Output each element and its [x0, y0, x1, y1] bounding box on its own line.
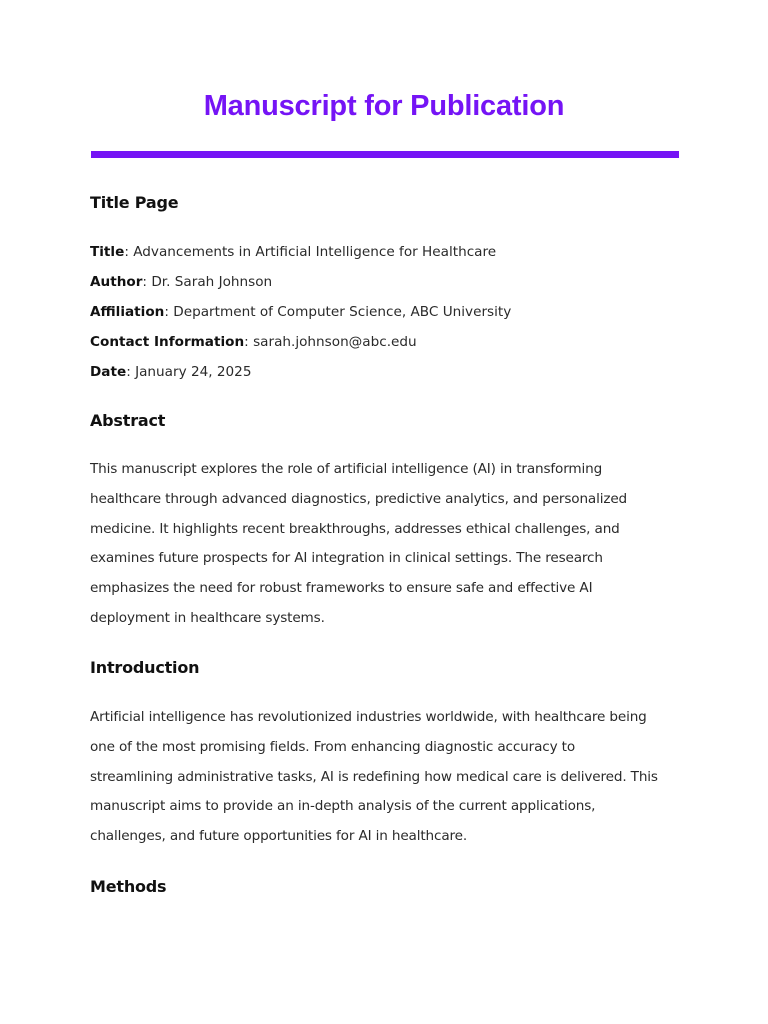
- text-line: one of the most promising fields. From enhancing diagnostic accuracy to: [90, 738, 575, 755]
- field-author: [90, 267, 690, 297]
- title-divider: [91, 151, 679, 158]
- abstract-heading: Abstract: [90, 411, 166, 430]
- text-line: streamlining administrative tasks, AI is redefining how medical care is delivered. This: [90, 768, 658, 785]
- text-line: This manuscript explores the role of artificial intelligence (AI) in transforming: [90, 461, 603, 477]
- document-title: Manuscript for Publication: [203, 90, 565, 122]
- field-value: : Department of Computer Science, ABC University: [164, 304, 512, 320]
- text-line: deployment in healthcare systems.: [90, 609, 325, 626]
- field-affiliation: [90, 297, 690, 327]
- introduction-heading: Introduction: [90, 658, 200, 677]
- field-value: : January 24, 2025: [126, 364, 252, 380]
- text-line: manuscript aims to provide an in-depth analysis of the current applications,: [90, 798, 596, 815]
- field-value: : Advancements in Artificial Intelligence for Healthcare: [124, 244, 497, 260]
- field-label: Date: [90, 364, 127, 380]
- field-date: [90, 357, 690, 387]
- text-line: emphasizes the need for robust frameworks to ensure safe and effective AI: [90, 580, 593, 597]
- field-label: Contact Information: [90, 334, 245, 350]
- field-label: Affiliation: [90, 304, 165, 320]
- field-contact: [90, 327, 690, 357]
- text-line: challenges, and future opportunities for AI in healthcare.: [90, 828, 468, 845]
- field-title: [90, 237, 690, 267]
- title-page-fields: [90, 237, 690, 387]
- introduction-paragraph: [90, 703, 690, 852]
- field-label: Author: [90, 274, 143, 290]
- field-label: Title: [90, 244, 125, 260]
- abstract-paragraph: [90, 455, 690, 634]
- text-line: Artificial intelligence has revolutionized industries worldwide, with healthcare being: [90, 709, 647, 725]
- methods-heading: Methods: [90, 877, 167, 896]
- text-line: healthcare through advanced diagnostics, predictive analytics, and personalized: [90, 490, 628, 507]
- field-value: : Dr. Sarah Johnson: [142, 274, 273, 290]
- title-page-heading: Title Page: [90, 193, 179, 212]
- text-line: medicine. It highlights recent breakthroughs, addresses ethical challenges, and: [90, 520, 620, 537]
- field-value: : sarah.johnson@abc.edu: [244, 334, 417, 350]
- text-line: examines future prospects for AI integration in clinical settings. The research: [90, 550, 603, 567]
